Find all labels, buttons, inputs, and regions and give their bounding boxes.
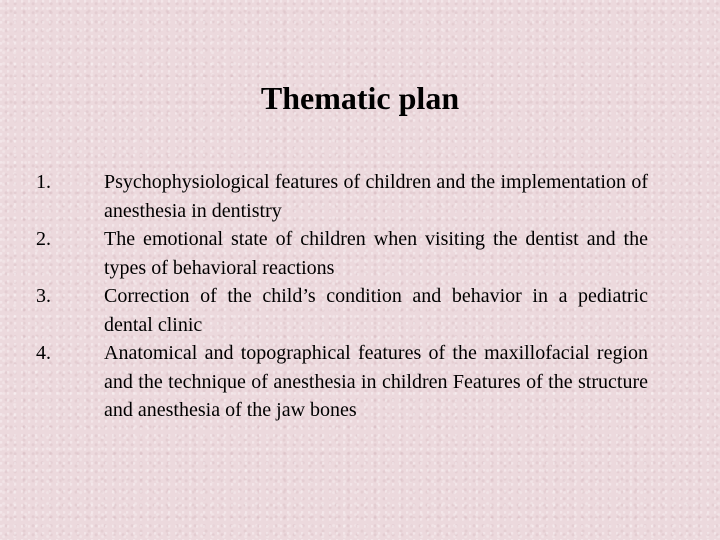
list-item-text: Correction of the child’s condition and behavior in a pediatric dental clinic bbox=[104, 285, 648, 336]
list-item bbox=[36, 282, 648, 339]
list-item-number: 4. bbox=[36, 342, 51, 364]
list-item-text: The emotional state of children when visiting the dentist and the types of behavioral reactions bbox=[104, 228, 648, 279]
slide-title: Thematic plan bbox=[260, 80, 460, 116]
list-item-number: 1. bbox=[36, 171, 51, 193]
list-item bbox=[36, 339, 648, 425]
list-item bbox=[36, 225, 648, 282]
list-item-number: 2. bbox=[36, 228, 51, 250]
list-item-number: 3. bbox=[36, 285, 51, 307]
list-item-text: Psychophysiological features of children and the implementation of anesthesia in dentistry bbox=[104, 171, 648, 222]
thematic-plan-list bbox=[36, 168, 648, 425]
list-item-text: Anatomical and topographical features of the maxillofacial region and the technique of anesthesia in children Features of the structure and anesthesia of the jaw bones bbox=[104, 342, 648, 421]
list-item bbox=[36, 168, 648, 225]
